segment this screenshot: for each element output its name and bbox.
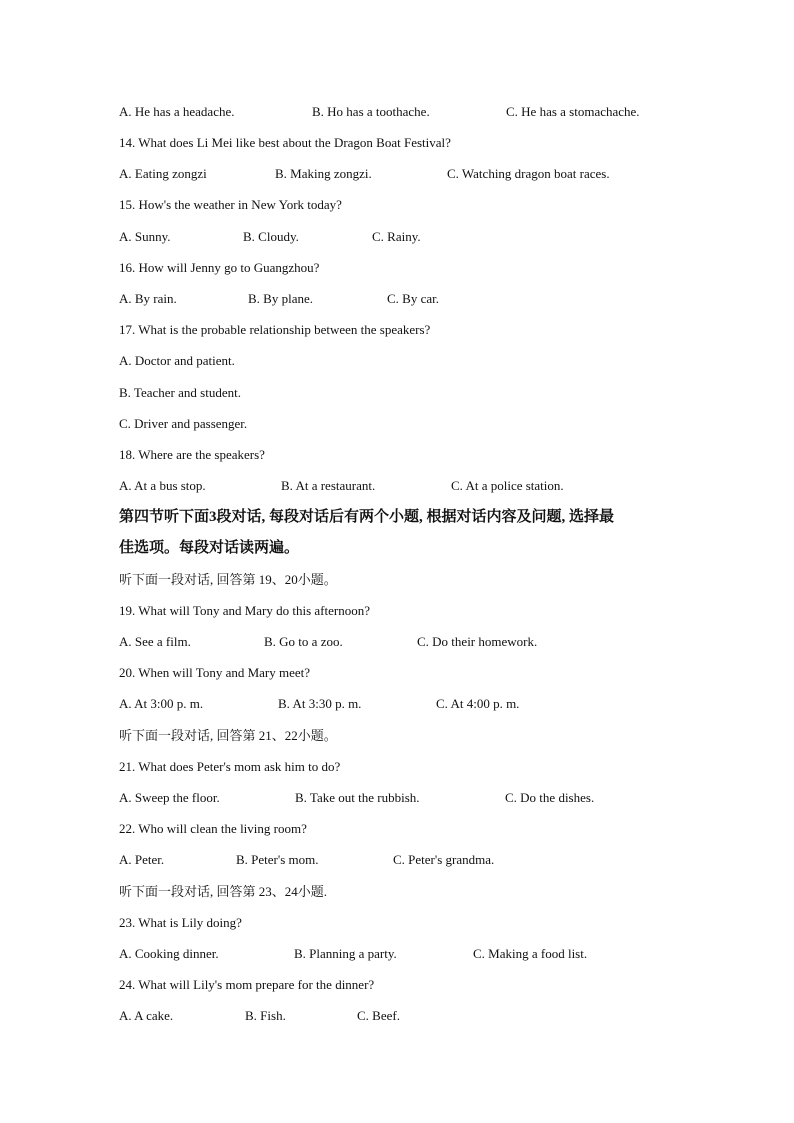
q17-option-c: C. Driver and passenger. [119, 416, 248, 431]
q18-option-c: C. At a police station. [451, 478, 564, 493]
q16-option-a: A. By rain. [119, 291, 177, 306]
section4-heading-line1: 第四节听下面3段对话, 每段对话后有两个小题, 根据对话内容及问题, 选择最 [119, 509, 615, 525]
q22-option-c: C. Peter's grandma. [393, 852, 495, 867]
q14-option-c: C. Watching dragon boat races. [447, 166, 610, 181]
section4-heading-line2: 佳选项。每段对话读两遍。 [119, 540, 300, 556]
q20-option-b: B. At 3:30 p. m. [278, 696, 362, 711]
q14-question: 14. What does Li Mei like best about the Dragon Boat Festival? [119, 135, 451, 150]
q23-option-a: A. Cooking dinner. [119, 946, 219, 961]
q24-option-c: C. Beef. [357, 1008, 400, 1023]
q13-option-c: C. He has a stomachache. [506, 104, 640, 119]
q16-option-c: C. By car. [387, 291, 439, 306]
q16-option-b: B. By plane. [248, 291, 313, 306]
q19-option-c: C. Do their homework. [417, 634, 538, 649]
q19-question: 19. What will Tony and Mary do this afternoon? [119, 603, 370, 618]
q17-option-b: B. Teacher and student. [119, 385, 241, 400]
q15-option-b: B. Cloudy. [243, 229, 299, 244]
q18-option-b: B. At a restaurant. [281, 478, 376, 493]
q19-option-a: A. See a film. [119, 634, 191, 649]
q14-option-b: B. Making zongzi. [275, 166, 372, 181]
q23-option-c: C. Making a food list. [473, 946, 588, 961]
q20-option-a: A. At 3:00 p. m. [119, 696, 204, 711]
q19-option-b: B. Go to a zoo. [264, 634, 343, 649]
q21-option-b: B. Take out the rubbish. [295, 790, 420, 805]
q24-option-b: B. Fish. [245, 1008, 286, 1023]
q13-option-a: A. He has a headache. [119, 104, 235, 119]
q17-option-a: A. Doctor and patient. [119, 353, 235, 368]
q22-question: 22. Who will clean the living room? [119, 821, 307, 836]
q14-option-a: A. Eating zongzi [119, 166, 207, 181]
q18-question: 18. Where are the speakers? [119, 447, 265, 462]
q13-option-b: B. Ho has a toothache. [312, 104, 430, 119]
q21-question: 21. What does Peter's mom ask him to do? [119, 759, 341, 774]
q18-option-a: A. At a bus stop. [119, 478, 206, 493]
q15-option-a: A. Sunny. [119, 229, 171, 244]
q17-question: 17. What is the probable relationship between the speakers? [119, 322, 431, 337]
q15-option-c: C. Rainy. [372, 229, 421, 244]
dialogue-intro-21-22: 听下面一段对话, 回答第 21、22小题。 [119, 728, 337, 743]
q24-option-a: A. A cake. [119, 1008, 174, 1023]
q22-option-a: A. Peter. [119, 852, 165, 867]
q20-question: 20. When will Tony and Mary meet? [119, 665, 311, 680]
q24-question: 24. What will Lily's mom prepare for the dinner? [119, 977, 375, 992]
q16-question: 16. How will Jenny go to Guangzhou? [119, 260, 320, 275]
q21-option-a: A. Sweep the floor. [119, 790, 220, 805]
dialogue-intro-23-24: 听下面一段对话, 回答第 23、24小题. [119, 884, 328, 899]
q15-question: 15. How's the weather in New York today? [119, 197, 342, 212]
dialogue-intro-19-20: 听下面一段对话, 回答第 19、20小题。 [119, 572, 337, 587]
q22-option-b: B. Peter's mom. [236, 852, 319, 867]
q23-question: 23. What is Lily doing? [119, 915, 242, 930]
q23-option-b: B. Planning a party. [294, 946, 397, 961]
q21-option-c: C. Do the dishes. [505, 790, 595, 805]
q20-option-c: C. At 4:00 p. m. [436, 696, 520, 711]
